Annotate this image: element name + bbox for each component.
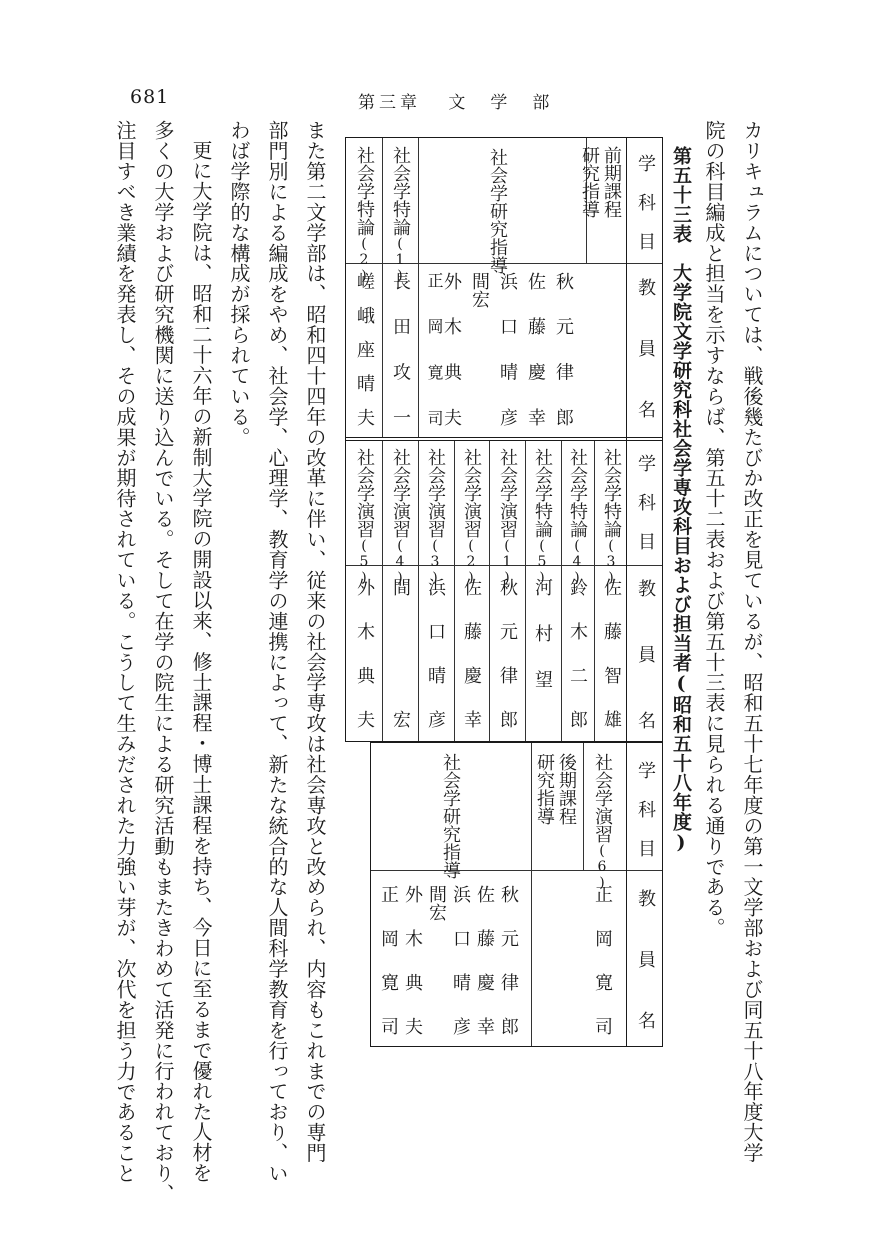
teacher-row: 外木典夫 bbox=[354, 578, 375, 728]
late-research-label: 研究指導 bbox=[534, 753, 555, 825]
subject-row: 社会学演習(3) bbox=[425, 448, 446, 586]
intro-line-2: 院の科目編成と担当を示すならば、第五十二表および第五十三表に見られる通りである。 bbox=[702, 120, 726, 938]
subject-row: 社会学演習(1) bbox=[497, 448, 518, 586]
teacher-row: 鈴木二郎 bbox=[567, 578, 588, 728]
table-bottom bbox=[370, 742, 663, 1047]
late-teacher: 正岡寛司 bbox=[592, 885, 613, 1035]
subject-row: 社会学特論(4) bbox=[567, 448, 588, 586]
header-teacher-1: 教 員 名 bbox=[635, 278, 656, 418]
body-line-1: また第二文学部は、昭和四十四年の改革に伴い、従来の社会学専攻は社会専攻と改められ、内容もこれまでの専門 bbox=[303, 120, 327, 1163]
subject-row: 社会学特論(3) bbox=[601, 448, 622, 586]
early-teacher-2: 嵯峨座晴夫 bbox=[354, 272, 375, 426]
research-teacher: 外木典夫 bbox=[441, 272, 462, 426]
header-teacher-3: 教 員 名 bbox=[635, 889, 656, 1029]
late-research-teacher: 間宏 bbox=[426, 885, 447, 921]
late-term-label: 後期課程 bbox=[556, 753, 577, 825]
teacher-row: 佐藤慶幸 bbox=[461, 578, 482, 728]
early-research-label: 研究指導 bbox=[579, 146, 600, 218]
research-guidance-subject: 社会学研究指導 bbox=[487, 148, 508, 274]
header-subject-1: 学 科 目 bbox=[635, 154, 656, 250]
body-line-2: 部門別による編成をやめ、社会学、心理学、教育学の連携によって、新たな統合的な人間科学教育を行っており、い bbox=[265, 120, 289, 1184]
subject-row: 社会学演習(2) bbox=[461, 448, 482, 586]
header-teacher-2: 教 員 名 bbox=[635, 579, 656, 729]
page-number: 681 bbox=[130, 86, 170, 108]
teacher-row: 佐藤智雄 bbox=[601, 578, 622, 728]
intro-line-1: カリキュラムについては、戦後幾たびか改正を見ているが、昭和五十七年度の第一文学部および同五十八年度大学 bbox=[740, 120, 764, 1163]
research-teacher: 間宏 bbox=[469, 272, 490, 308]
research-teacher: 浜口晴彦 bbox=[497, 272, 518, 426]
late-subject: 社会学演習(6) bbox=[592, 753, 613, 891]
early-subject-2: 社会学特論(2) bbox=[354, 146, 375, 284]
subject-row: 社会学演習(4) bbox=[390, 448, 411, 586]
body-line-4: 更に大学院は、昭和二十六年の新制大学院の開設以来、修士課程・博士課程を持ち、今日に至るまで優れた人材を bbox=[189, 140, 213, 1183]
body-line-3: わば学際的な構成が採られている。 bbox=[227, 120, 251, 448]
teacher-row: 浜口晴彦 bbox=[425, 578, 446, 728]
table-caption: 第五十三表 大学院文学研究科社会学専攻科目および担当者(昭和五十八年度) bbox=[670, 146, 692, 854]
teacher-row: 秋元律郎 bbox=[497, 578, 518, 728]
subject-row: 社会学特論(5) bbox=[532, 448, 553, 586]
late-research-teacher: 浜口晴彦 bbox=[450, 885, 471, 1035]
early-subject-1: 社会学特論(1) bbox=[390, 146, 411, 284]
research-teacher: 佐藤慶幸 bbox=[525, 272, 546, 426]
research-teacher: 正岡寛司 bbox=[425, 272, 444, 426]
late-research-teacher: 佐藤慶幸 bbox=[474, 885, 495, 1035]
subject-row: 社会学演習(5) bbox=[354, 448, 375, 586]
body-line-5: 多くの大学および研究機関に送り込んでいる。そして在学の院生による研究活動もまたきわめて活発に行われており、 bbox=[151, 120, 175, 1204]
body-line-6: 注目すべき業績を発表し、その成果が期待されている。こうして生みだされた力強い芽が、次代を担う力であること bbox=[113, 120, 137, 1184]
teacher-row: 間宏 bbox=[390, 578, 411, 728]
late-research-teacher: 秋元律郎 bbox=[498, 885, 519, 1035]
late-research-teacher: 正岡寛司 bbox=[378, 885, 399, 1035]
header-subject-2: 学 科 目 bbox=[635, 454, 656, 550]
header-subject-3: 学 科 目 bbox=[635, 761, 656, 857]
late-research-subject: 社会学研究指導 bbox=[440, 753, 461, 879]
early-term-label: 前期課程 bbox=[601, 146, 622, 218]
research-teacher: 秋元律郎 bbox=[553, 272, 574, 426]
teacher-row: 河村望 bbox=[532, 578, 553, 716]
table-top bbox=[345, 137, 663, 742]
early-teacher-1: 長田攻一 bbox=[390, 272, 411, 426]
late-research-teacher: 外木典夫 bbox=[402, 885, 423, 1035]
running-head: 第三章 文 学 部 bbox=[358, 93, 554, 113]
